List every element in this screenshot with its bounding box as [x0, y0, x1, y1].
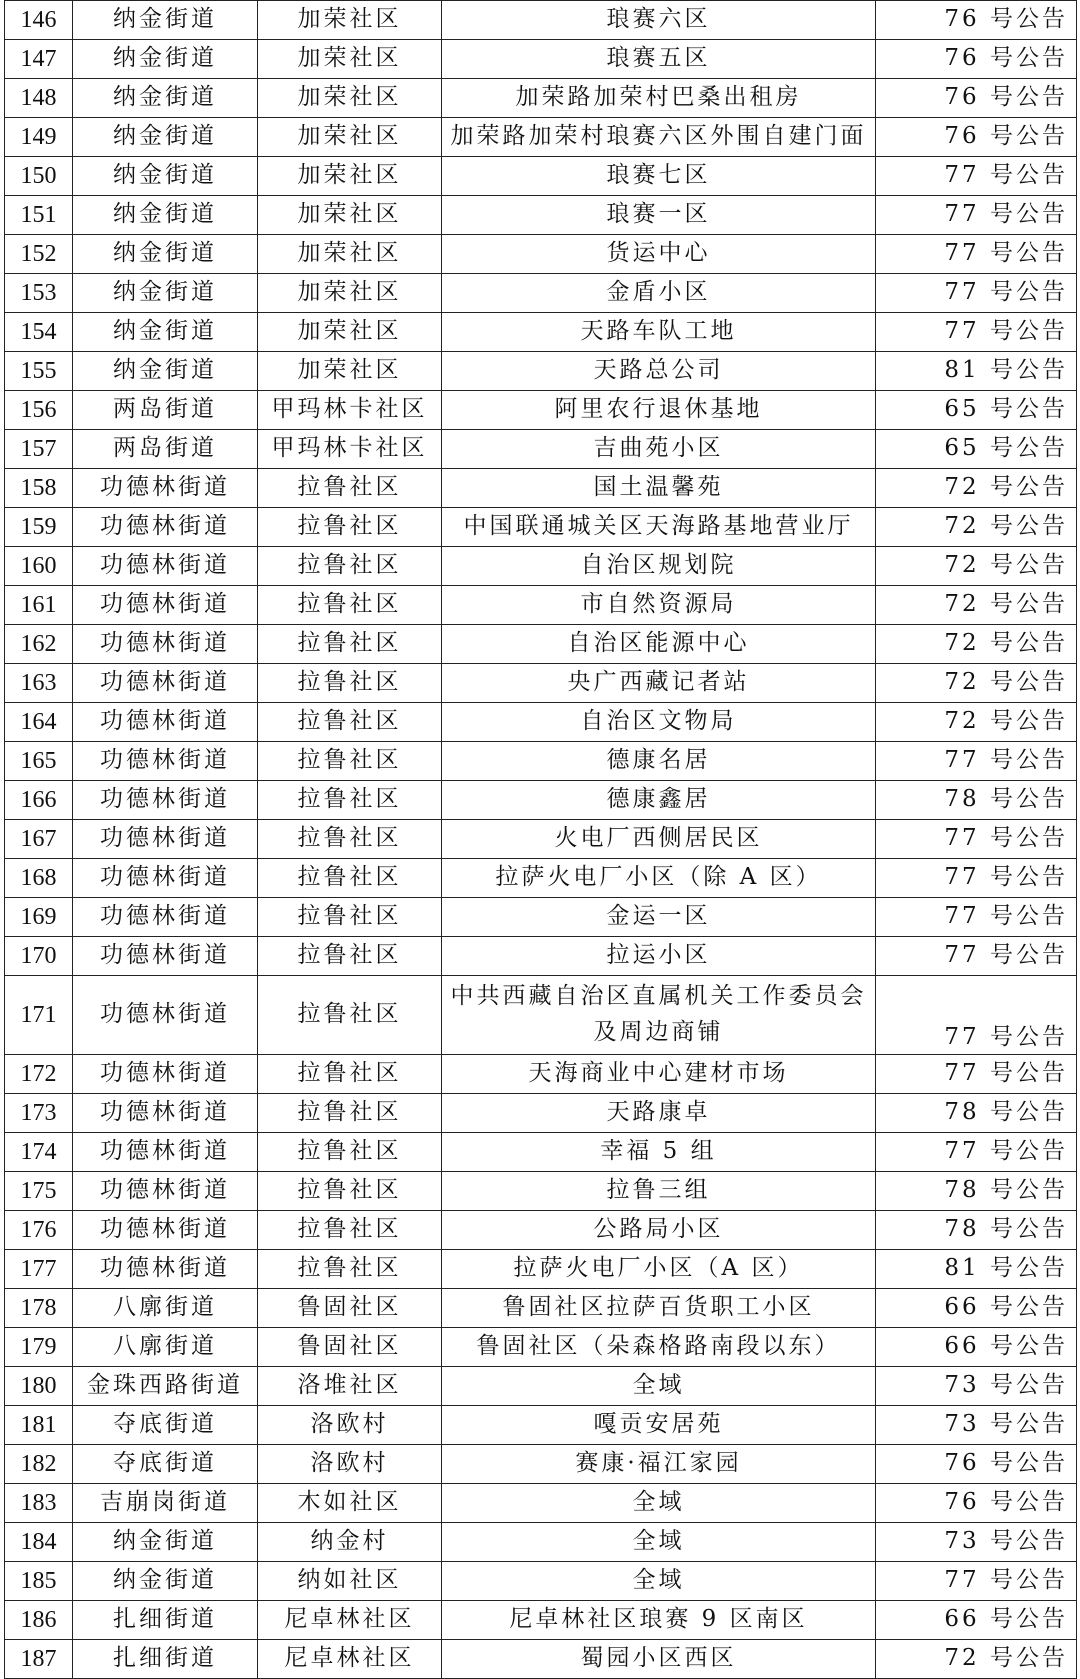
- cell-area: 蜀园小区西区: [442, 1640, 876, 1679]
- cell-street: 纳金街道: [73, 196, 258, 235]
- cell-notice: 72 号公告: [876, 586, 1077, 625]
- cell-community: 加荣社区: [258, 157, 442, 196]
- cell-community: 甲玛林卡社区: [258, 430, 442, 469]
- cell-community: 加荣社区: [258, 118, 442, 157]
- cell-community: 拉鲁社区: [258, 820, 442, 859]
- cell-street: 功德林街道: [73, 1133, 258, 1172]
- cell-community: 加荣社区: [258, 313, 442, 352]
- cell-street: 纳金街道: [73, 352, 258, 391]
- cell-community: 纳如社区: [258, 1562, 442, 1601]
- cell-number: 184: [5, 1523, 73, 1562]
- cell-number: 161: [5, 586, 73, 625]
- cell-street: 功德林街道: [73, 703, 258, 742]
- cell-area: 鲁固社区拉萨百货职工小区: [442, 1289, 876, 1328]
- table-row: [5, 1211, 1077, 1250]
- table-row: [5, 586, 1077, 625]
- cell-notice: 78 号公告: [876, 1211, 1077, 1250]
- cell-area: 天路康卓: [442, 1094, 876, 1133]
- cell-number: 178: [5, 1289, 73, 1328]
- cell-street: 功德林街道: [73, 586, 258, 625]
- cell-street: 功德林街道: [73, 469, 258, 508]
- table-row: [5, 664, 1077, 703]
- cell-number: 149: [5, 118, 73, 157]
- table-row: [5, 1562, 1077, 1601]
- cell-notice: 73 号公告: [876, 1367, 1077, 1406]
- cell-community: 鲁固社区: [258, 1328, 442, 1367]
- cell-notice: 73 号公告: [876, 1406, 1077, 1445]
- cell-community: 尼卓林社区: [258, 1601, 442, 1640]
- cell-number: 171: [5, 976, 73, 1055]
- cell-street: 夺底街道: [73, 1445, 258, 1484]
- cell-number: 172: [5, 1055, 73, 1094]
- cell-notice: 76 号公告: [876, 1445, 1077, 1484]
- table-row: [5, 742, 1077, 781]
- cell-street: 夺底街道: [73, 1406, 258, 1445]
- cell-notice: 72 号公告: [876, 664, 1077, 703]
- cell-notice: 72 号公告: [876, 703, 1077, 742]
- cell-area: 中共西藏自治区直属机关工作委员会及周边商铺: [442, 976, 876, 1055]
- cell-notice: 77 号公告: [876, 937, 1077, 976]
- cell-area: 加荣路加荣村琅赛六区外围自建门面: [442, 118, 876, 157]
- cell-street: 扎细街道: [73, 1601, 258, 1640]
- cell-notice: 76 号公告: [876, 1484, 1077, 1523]
- cell-area: 德康鑫居: [442, 781, 876, 820]
- cell-street: 纳金街道: [73, 1562, 258, 1601]
- cell-number: 166: [5, 781, 73, 820]
- table-row: [5, 1094, 1077, 1133]
- cell-notice: 77 号公告: [876, 235, 1077, 274]
- cell-area: 鲁固社区（朵森格路南段以东）: [442, 1328, 876, 1367]
- cell-street: 纳金街道: [73, 118, 258, 157]
- cell-notice: 77 号公告: [876, 1562, 1077, 1601]
- cell-number: 165: [5, 742, 73, 781]
- cell-community: 拉鲁社区: [258, 1094, 442, 1133]
- cell-notice: 72 号公告: [876, 547, 1077, 586]
- cell-street: 功德林街道: [73, 781, 258, 820]
- cell-number: 182: [5, 1445, 73, 1484]
- cell-area: 火电厂西侧居民区: [442, 820, 876, 859]
- table-row: [5, 1484, 1077, 1523]
- table-row: [5, 547, 1077, 586]
- cell-notice: 77 号公告: [876, 742, 1077, 781]
- cell-community: 拉鲁社区: [258, 742, 442, 781]
- cell-community: 拉鲁社区: [258, 508, 442, 547]
- cell-notice: 77 号公告: [876, 157, 1077, 196]
- cell-number: 151: [5, 196, 73, 235]
- cell-notice: 66 号公告: [876, 1289, 1077, 1328]
- table-row: [5, 274, 1077, 313]
- table-row: [5, 1523, 1077, 1562]
- cell-street: 功德林街道: [73, 547, 258, 586]
- cell-number: 177: [5, 1250, 73, 1289]
- cell-notice: 77 号公告: [876, 196, 1077, 235]
- cell-area: 金盾小区: [442, 274, 876, 313]
- table-row: [5, 352, 1077, 391]
- cell-street: 功德林街道: [73, 820, 258, 859]
- cell-community: 拉鲁社区: [258, 1055, 442, 1094]
- cell-area: 阿里农行退休基地: [442, 391, 876, 430]
- cell-community: 加荣社区: [258, 352, 442, 391]
- cell-street: 纳金街道: [73, 235, 258, 274]
- table-row: [5, 1133, 1077, 1172]
- cell-notice: 77 号公告: [876, 976, 1077, 1055]
- cell-community: 拉鲁社区: [258, 1172, 442, 1211]
- cell-number: 175: [5, 1172, 73, 1211]
- cell-street: 纳金街道: [73, 274, 258, 313]
- cell-notice: 81 号公告: [876, 1250, 1077, 1289]
- table-row: [5, 79, 1077, 118]
- cell-number: 153: [5, 274, 73, 313]
- table-row: [5, 781, 1077, 820]
- cell-area: 货运中心: [442, 235, 876, 274]
- cell-street: 两岛街道: [73, 430, 258, 469]
- cell-notice: 65 号公告: [876, 430, 1077, 469]
- table-row: [5, 391, 1077, 430]
- table-row: [5, 1250, 1077, 1289]
- cell-notice: 72 号公告: [876, 508, 1077, 547]
- cell-community: 拉鲁社区: [258, 898, 442, 937]
- cell-community: 鲁固社区: [258, 1289, 442, 1328]
- cell-street: 八廓街道: [73, 1328, 258, 1367]
- table-row: [5, 157, 1077, 196]
- cell-area: 琅赛一区: [442, 196, 876, 235]
- table-row: [5, 235, 1077, 274]
- table-row: [5, 898, 1077, 937]
- cell-community: 拉鲁社区: [258, 1211, 442, 1250]
- cell-number: 167: [5, 820, 73, 859]
- cell-number: 176: [5, 1211, 73, 1250]
- cell-community: 加荣社区: [258, 79, 442, 118]
- cell-notice: 77 号公告: [876, 1133, 1077, 1172]
- table-body: [5, 1, 1077, 1679]
- cell-area: 天海商业中心建材市场: [442, 1055, 876, 1094]
- cell-street: 功德林街道: [73, 508, 258, 547]
- cell-street: 扎细街道: [73, 1640, 258, 1679]
- cell-notice: 72 号公告: [876, 469, 1077, 508]
- cell-notice: 65 号公告: [876, 391, 1077, 430]
- cell-area: 拉萨火电厂小区（除 A 区）: [442, 859, 876, 898]
- cell-street: 功德林街道: [73, 625, 258, 664]
- cell-community: 拉鲁社区: [258, 625, 442, 664]
- cell-area: 琅赛七区: [442, 157, 876, 196]
- cell-community: 拉鲁社区: [258, 937, 442, 976]
- table-row: [5, 976, 1077, 1055]
- cell-area: 全域: [442, 1367, 876, 1406]
- cell-number: 150: [5, 157, 73, 196]
- cell-notice: 76 号公告: [876, 118, 1077, 157]
- cell-area: 拉鲁三组: [442, 1172, 876, 1211]
- cell-area: 天路总公司: [442, 352, 876, 391]
- cell-number: 164: [5, 703, 73, 742]
- table-row: [5, 703, 1077, 742]
- cell-area: 国土温馨苑: [442, 469, 876, 508]
- cell-street: 功德林街道: [73, 859, 258, 898]
- cell-number: 186: [5, 1601, 73, 1640]
- cell-community: 尼卓林社区: [258, 1640, 442, 1679]
- cell-street: 功德林街道: [73, 1172, 258, 1211]
- cell-notice: 77 号公告: [876, 313, 1077, 352]
- cell-community: 甲玛林卡社区: [258, 391, 442, 430]
- cell-number: 160: [5, 547, 73, 586]
- cell-street: 两岛街道: [73, 391, 258, 430]
- table-row: [5, 1601, 1077, 1640]
- cell-street: 功德林街道: [73, 976, 258, 1055]
- cell-area: 自治区能源中心: [442, 625, 876, 664]
- cell-notice: 81 号公告: [876, 352, 1077, 391]
- cell-number: 183: [5, 1484, 73, 1523]
- cell-number: 180: [5, 1367, 73, 1406]
- cell-community: 加荣社区: [258, 196, 442, 235]
- cell-number: 156: [5, 391, 73, 430]
- cell-community: 加荣社区: [258, 235, 442, 274]
- cell-area: 中国联通城关区天海路基地营业厅: [442, 508, 876, 547]
- cell-community: 加荣社区: [258, 1, 442, 40]
- cell-number: 147: [5, 40, 73, 79]
- cell-area: 拉运小区: [442, 937, 876, 976]
- cell-street: 吉崩岗街道: [73, 1484, 258, 1523]
- table-row: [5, 1289, 1077, 1328]
- cell-community: 加荣社区: [258, 274, 442, 313]
- cell-community: 拉鲁社区: [258, 976, 442, 1055]
- cell-street: 功德林街道: [73, 1250, 258, 1289]
- cell-area: 尼卓林社区琅赛 9 区南区: [442, 1601, 876, 1640]
- area-table: [4, 0, 1077, 1679]
- table-row: [5, 1367, 1077, 1406]
- cell-area: 自治区规划院: [442, 547, 876, 586]
- cell-street: 功德林街道: [73, 898, 258, 937]
- cell-community: 洛欧村: [258, 1445, 442, 1484]
- cell-community: 拉鲁社区: [258, 859, 442, 898]
- cell-number: 170: [5, 937, 73, 976]
- table-row: [5, 1406, 1077, 1445]
- cell-area: 加荣路加荣村巴桑出租房: [442, 79, 876, 118]
- cell-number: 168: [5, 859, 73, 898]
- cell-street: 纳金街道: [73, 1, 258, 40]
- table-row: [5, 469, 1077, 508]
- cell-number: 158: [5, 469, 73, 508]
- cell-area: 嘎贡安居苑: [442, 1406, 876, 1445]
- table-row: [5, 196, 1077, 235]
- cell-area: 全域: [442, 1484, 876, 1523]
- cell-area: 全域: [442, 1562, 876, 1601]
- cell-notice: 76 号公告: [876, 79, 1077, 118]
- cell-notice: 73 号公告: [876, 1523, 1077, 1562]
- cell-number: 163: [5, 664, 73, 703]
- cell-area: 幸福 5 组: [442, 1133, 876, 1172]
- cell-community: 纳金村: [258, 1523, 442, 1562]
- cell-community: 洛欧村: [258, 1406, 442, 1445]
- table-row: [5, 820, 1077, 859]
- cell-number: 155: [5, 352, 73, 391]
- cell-notice: 77 号公告: [876, 820, 1077, 859]
- cell-notice: 78 号公告: [876, 781, 1077, 820]
- cell-community: 拉鲁社区: [258, 547, 442, 586]
- table-row: [5, 1055, 1077, 1094]
- cell-street: 功德林街道: [73, 937, 258, 976]
- cell-number: 154: [5, 313, 73, 352]
- cell-area: 金运一区: [442, 898, 876, 937]
- cell-street: 八廓街道: [73, 1289, 258, 1328]
- cell-number: 159: [5, 508, 73, 547]
- cell-notice: 66 号公告: [876, 1601, 1077, 1640]
- table-row: [5, 1172, 1077, 1211]
- cell-notice: 78 号公告: [876, 1172, 1077, 1211]
- cell-area: 全域: [442, 1523, 876, 1562]
- table-row: [5, 118, 1077, 157]
- cell-number: 146: [5, 1, 73, 40]
- table-row: [5, 1328, 1077, 1367]
- table-row: [5, 1445, 1077, 1484]
- cell-number: 181: [5, 1406, 73, 1445]
- cell-area: 赛康·福江家园: [442, 1445, 876, 1484]
- cell-area: 天路车队工地: [442, 313, 876, 352]
- cell-number: 185: [5, 1562, 73, 1601]
- cell-street: 纳金街道: [73, 40, 258, 79]
- cell-notice: 76 号公告: [876, 40, 1077, 79]
- table-row: [5, 313, 1077, 352]
- cell-community: 拉鲁社区: [258, 1250, 442, 1289]
- cell-community: 拉鲁社区: [258, 586, 442, 625]
- cell-area: 公路局小区: [442, 1211, 876, 1250]
- cell-notice: 77 号公告: [876, 898, 1077, 937]
- cell-area: 琅赛六区: [442, 1, 876, 40]
- cell-street: 纳金街道: [73, 1523, 258, 1562]
- cell-notice: 72 号公告: [876, 625, 1077, 664]
- cell-community: 拉鲁社区: [258, 664, 442, 703]
- cell-area: 市自然资源局: [442, 586, 876, 625]
- cell-street: 纳金街道: [73, 79, 258, 118]
- cell-street: 纳金街道: [73, 313, 258, 352]
- cell-notice: 77 号公告: [876, 1055, 1077, 1094]
- cell-number: 173: [5, 1094, 73, 1133]
- cell-street: 功德林街道: [73, 664, 258, 703]
- table-row: [5, 1, 1077, 40]
- cell-number: 157: [5, 430, 73, 469]
- cell-area: 吉曲苑小区: [442, 430, 876, 469]
- table-row: [5, 508, 1077, 547]
- cell-community: 拉鲁社区: [258, 469, 442, 508]
- cell-area: 央广西藏记者站: [442, 664, 876, 703]
- cell-community: 洛堆社区: [258, 1367, 442, 1406]
- cell-community: 拉鲁社区: [258, 703, 442, 742]
- table-row: [5, 40, 1077, 79]
- cell-community: 木如社区: [258, 1484, 442, 1523]
- cell-community: 拉鲁社区: [258, 781, 442, 820]
- cell-community: 加荣社区: [258, 40, 442, 79]
- cell-notice: 76 号公告: [876, 1, 1077, 40]
- cell-notice: 78 号公告: [876, 1094, 1077, 1133]
- cell-street: 功德林街道: [73, 1094, 258, 1133]
- cell-area: 德康名居: [442, 742, 876, 781]
- cell-notice: 66 号公告: [876, 1328, 1077, 1367]
- cell-number: 179: [5, 1328, 73, 1367]
- cell-number: 152: [5, 235, 73, 274]
- cell-number: 148: [5, 79, 73, 118]
- cell-area: 自治区文物局: [442, 703, 876, 742]
- cell-street: 金珠西路街道: [73, 1367, 258, 1406]
- table-row: [5, 937, 1077, 976]
- cell-number: 174: [5, 1133, 73, 1172]
- cell-street: 功德林街道: [73, 1055, 258, 1094]
- cell-street: 功德林街道: [73, 1211, 258, 1250]
- cell-number: 162: [5, 625, 73, 664]
- cell-area: 琅赛五区: [442, 40, 876, 79]
- table-row: [5, 625, 1077, 664]
- cell-notice: 72 号公告: [876, 1640, 1077, 1679]
- cell-community: 拉鲁社区: [258, 1133, 442, 1172]
- table-row: [5, 859, 1077, 898]
- cell-notice: 77 号公告: [876, 859, 1077, 898]
- cell-area: 拉萨火电厂小区（A 区）: [442, 1250, 876, 1289]
- table-row: [5, 430, 1077, 469]
- cell-number: 169: [5, 898, 73, 937]
- cell-notice: 77 号公告: [876, 274, 1077, 313]
- cell-street: 功德林街道: [73, 742, 258, 781]
- cell-number: 187: [5, 1640, 73, 1679]
- cell-street: 纳金街道: [73, 157, 258, 196]
